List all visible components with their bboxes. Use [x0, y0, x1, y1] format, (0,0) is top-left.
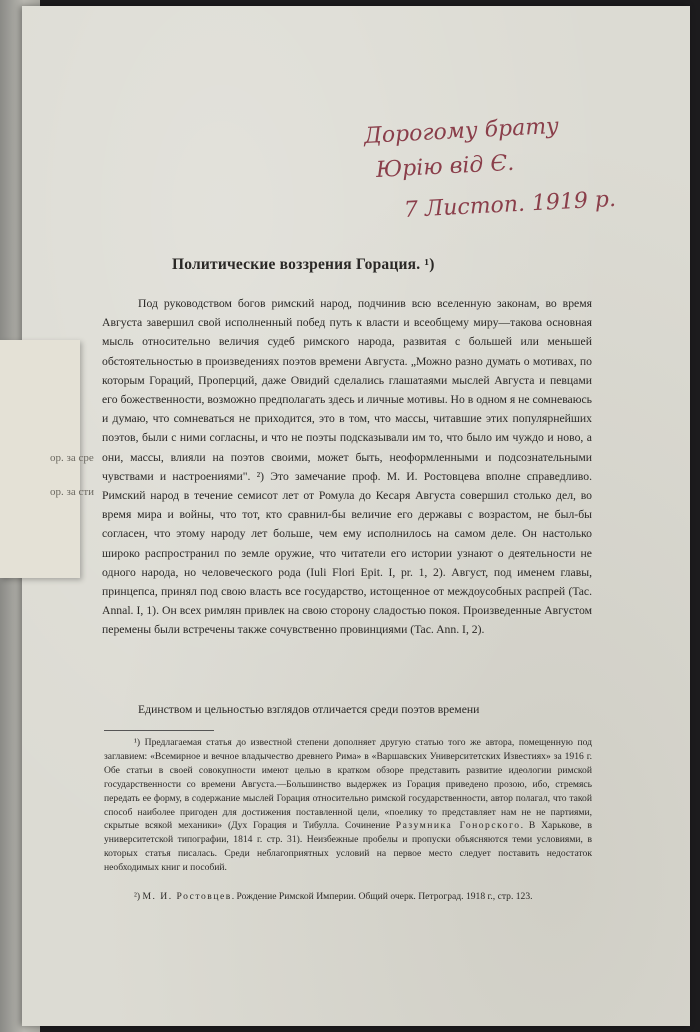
- footnote-2-mark: ²): [134, 891, 141, 902]
- footnote-2: [104, 890, 592, 904]
- footnote-divider: [104, 730, 214, 731]
- article-title: [172, 256, 435, 274]
- footnote-1-tail: . В Харькове, в университетской типографии, 1814 г. стр. 31). Неизбежные пробелы и пропуски объясняются теми условиями, в которых статья писалась. Среди неблагоприятных условий на первое место следует поставить недостаток необходимых книг и пособий.: [104, 820, 592, 874]
- handwritten-inscription-line-3: 7 Листоп. 1919 р.: [403, 186, 617, 223]
- footnote-2-text: . Рождение Римской Империи. Общий очерк. Петроград. 1918 г., стр. 123.: [231, 891, 533, 902]
- slip-text-line-2: ор. за сти: [50, 486, 95, 498]
- handwritten-inscription-line-1: Дорогому брату: [363, 113, 560, 149]
- footnote-1: [104, 736, 592, 875]
- article-paragraph-1: Под руководством богов римский народ, подчинив всю вселенную законам, во время Августа завершил свой исполненный побед путь к власти и всеобщему миру—такова основная мысль относительно величия судеб римского народа, развитая с большей или меньшей обстоятельностью в произведениях поэтов времени Августа. „Можно разно думать о мотивах, по которым Гораций, Проперций, даже Овидий сделались глашатаями мыслей Августа и певцами его божественности, возможно предполагать здесь и личные мотивы. Но в одном я не сомневаюсь и думаю, что сомневаться не приходится, это в том, что массы, читавшие этих популярнейших поэтов, были с ними согласны, и что не поэты подсказывали им то, что было им чуждо и ново, а они, массы, влияли на поэтов своими, может быть, неоформленными и подсознательными чувствами и настроениями". ²) Это замечание проф. М. И. Ростовцева вполне справедливо. Римский народ в течение семисот лет от Ромула до Кесаря Августа совершил столько дел, во время мира и войны, что тот, кто сравнил-бы величие его державы с возрастом, не был-бы согласен, что этому народу лет больше, чем ему исполнилось на самом деле. Он настолько широко распространил по земле оружие, что читатели его истории узнают о деятельности не одного народа, но человеческого рода (Iuli Flori Epit. I, pr. 1, 2). Август, под именем главы, принцепса, принял под свою власть все государство, истощенное от междоусобных распрей (Tac. Annal. I, 1). Он всех римлян привлек на свою сторону сладостью покоя. Произведенные Августом перемены были встречены также сочувственно провинциями (Tac. Ann. I, 2).: [102, 297, 592, 637]
- inserted-paper-slip: [0, 340, 95, 578]
- footnote-1-mark: ¹): [134, 737, 141, 748]
- slip-text-line-1: ор. за сре: [50, 452, 94, 464]
- document-page: [22, 6, 690, 1026]
- footnote-1-author: Разумника Гонорского: [395, 820, 521, 832]
- article-title-text: Политические воззрения Горация.: [172, 256, 421, 273]
- article-title-footnote-mark: ¹): [424, 256, 435, 273]
- handwritten-inscription-line-2: Юрію від Є.: [375, 150, 515, 183]
- footnote-2-author: М. И. Ростовцев: [142, 891, 232, 902]
- article-paragraph-2: Единством и цельностью взглядов отличается среди поэтов времени: [138, 703, 480, 716]
- footnote-1-text: Предлагаемая статья до известной степени дополняет другую статью того же автора, помещенную под заглавием: «Всемирное и вечное владычество древнего Рима» в «Варшавских Университетских Известиях» за 1916 г. Обе статьи в своей совокупности имеют целью в кратком обзоре представить развитие идеологии римской государственности со времени Августа.—Большинство выдержек из Горация приведено прозою, ибо, стремясь передать ее форму, в содержание мыслей Горация относительно римской государственности, автор полагал, что такой способ наиболее пригоден для достижения поставленной цели, «поелику то представляет нам не не партиями, скрытые всякой механики» (Дух Горация и Тибулла. Сочинение: [104, 737, 592, 832]
